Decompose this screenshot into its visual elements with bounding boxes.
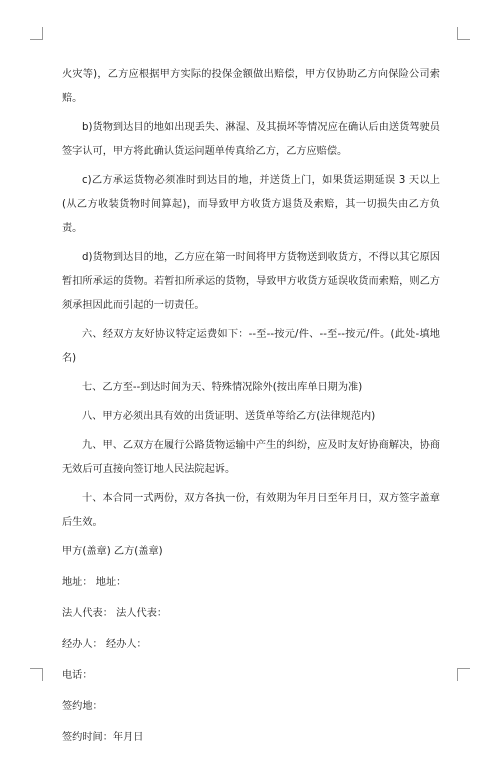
paragraph-continuation: 火灾等)，乙方应根据甲方实际的投保金额做出赔偿，甲方仅协助乙方向保险公司索赔。: [62, 69, 440, 104]
signature-date: 签约时间：年月日: [62, 732, 144, 743]
paragraph-clause-b: b)货物到达目的地如出现丢失、淋湿、及其损坏等情况应在确认后由送货驾驶员签字认可，甲方将此确认货运问题单传真给乙方，乙方应赔偿。: [62, 122, 440, 157]
signature-block: [62, 540, 440, 750]
document-body: [62, 63, 440, 757]
signature-parties: 甲方(盖章) 乙方(盖章): [62, 546, 163, 557]
crop-mark-top-right: [457, 27, 470, 40]
paragraph-clause-d: d)货物到达目的地，乙方应在第一时间将甲方货物送到收货方，不得以其它原因暂扣所承运的货物。若暂扣所承运的货物，导致甲方收货方延误收货而索赔，则乙方须承担因此而引起的一切责任。: [62, 252, 440, 311]
paragraph-clause-c: c)乙方承运货物必须准时到达目的地，并送货上门，如果货运期延误 3 天以上(从乙方收装货物时间算起)，而导致甲方收货方退货及索赔，其一切损失由乙方负责。: [62, 175, 440, 234]
signature-phone: 电话：: [62, 670, 93, 681]
paragraph-article-10: 十、本合同一式两份，双方各执一份，有效期为年月日至年月日，双方签字盖章后生效。: [62, 493, 440, 528]
signature-handler: 经办人： 经办人：: [62, 639, 147, 650]
paragraph-article-6: 六、经双方友好协议特定运费如下：--至--按元/件、--至--按元/件。(此处-填地名): [62, 329, 440, 364]
paragraph-article-9: 九、甲、乙双方在履行公路货物运输中产生的纠纷，应及时友好协商解决，协商无效后可直接向签订地人民法院起诉。: [62, 440, 440, 475]
signature-place: 签约地：: [62, 701, 103, 712]
crop-mark-bottom-right: [457, 668, 470, 681]
signature-address: 地址： 地址：: [62, 577, 127, 588]
paragraph-article-7: 七、乙方至--到达时间为天、特殊情况除外(按出库单日期为准): [82, 382, 363, 393]
crop-mark-bottom-left: [30, 668, 43, 681]
crop-mark-top-left: [30, 27, 43, 40]
signature-legal-rep: 法人代表： 法人代表：: [62, 608, 168, 619]
paragraph-article-8: 八、甲方必须出具有效的出货证明、送货单等给乙方(法律规范内): [82, 411, 376, 422]
